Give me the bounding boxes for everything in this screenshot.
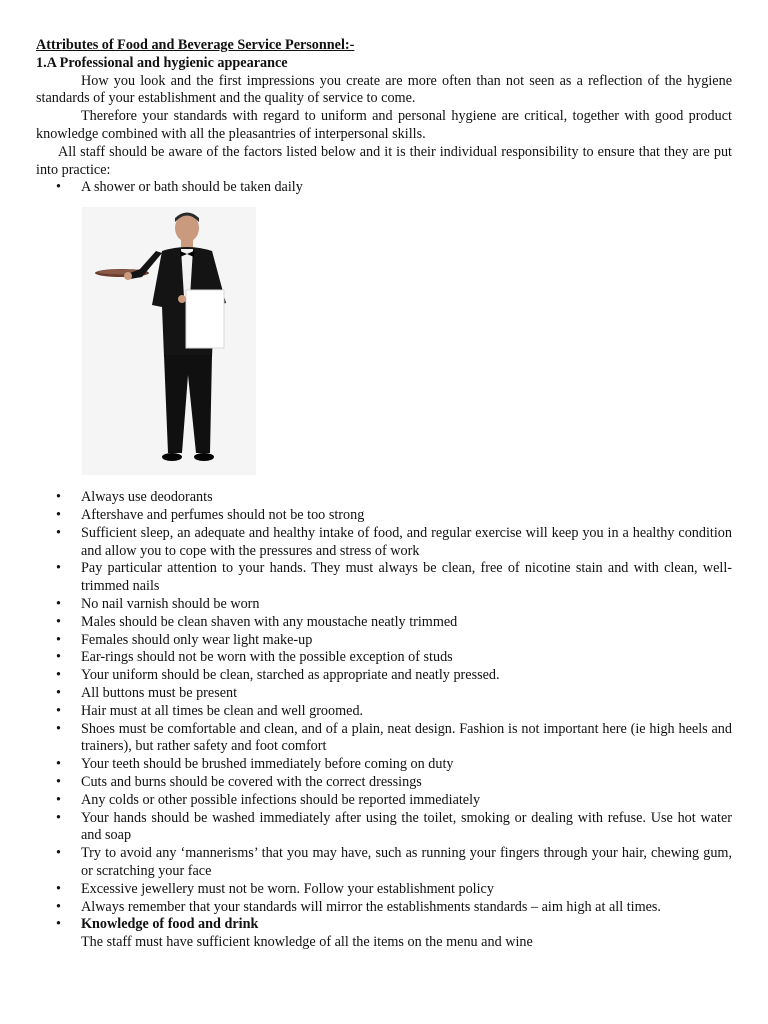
waiter-photo (82, 207, 256, 475)
knowledge-list (36, 916, 732, 934)
document-page (36, 37, 732, 952)
list-item: • Males should be clean shaven with any moustache neatly trimmed (36, 614, 732, 632)
bullet-list (36, 489, 732, 916)
paragraph: How you look and the first impressions you create are more often than not seen as a reflection of the hygiene standards of your establishment and the quality of service to come. (36, 72, 732, 107)
list-item: • Aftershave and perfumes should not be too strong (36, 507, 732, 525)
list-item: • Hair must at all times be clean and well groomed. (36, 703, 732, 721)
section-heading: 1.A Professional and hygienic appearance (36, 54, 288, 71)
list-item: • Always remember that your standards will mirror the establishments standards – aim high at all times. (36, 899, 732, 917)
knowledge-heading: Knowledge of food and drink (81, 916, 259, 933)
list-item: • Cuts and burns should be covered with the correct dressings (36, 774, 732, 792)
list-item: • Your uniform should be clean, starched as appropriate and neatly pressed. (36, 667, 732, 685)
list-item-knowledge (36, 916, 732, 934)
list-item: • Shoes must be comfortable and clean, and of a plain, neat design. Fashion is not important here (ie high heels and trainers), but rather safety and foot comfort (36, 721, 732, 757)
list-item: • Always use deodorants (36, 489, 732, 507)
list-item: • Ear-rings should not be worn with the possible exception of studs (36, 649, 732, 667)
knowledge-text: The staff must have sufficient knowledge of all the items on the menu and wine (81, 934, 533, 951)
paragraph: Therefore your standards with regard to uniform and personal hygiene are critical, together with good product knowledge combined with all the pleasantries of interpersonal skills. (36, 108, 732, 142)
list-item: • Females should only wear light make-up (36, 632, 732, 650)
list-item: • Any colds or other possible infections should be reported immediately (36, 792, 732, 810)
list-item: • Sufficient sleep, an adequate and healthy intake of food, and regular exercise will keep you in a healthy condition and allow you to cope with the pressures and stress of work (36, 525, 732, 561)
waiter-icon (82, 207, 256, 475)
list-item: • Try to avoid any ‘mannerisms’ that you may have, such as running your fingers through your hair, chewing gum, or scratching your face (36, 845, 732, 881)
list-item: • No nail varnish should be worn (36, 596, 732, 614)
list-item: • Your teeth should be brushed immediately before coming on duty (36, 756, 732, 774)
list-item: • Your hands should be washed immediately after using the toilet, smoking or dealing with refuse. Use hot water and soap (36, 810, 732, 846)
bullet-list-intro (36, 179, 732, 197)
list-item: • A shower or bath should be taken daily (36, 179, 732, 197)
paragraph: All staff should be aware of the factors listed below and it is their individual responsibility to ensure that they are put into practice: (36, 143, 732, 178)
list-item: • Pay particular attention to your hands. They must always be clean, free of nicotine stain and with clean, well-trimmed nails (36, 560, 732, 596)
document-title: Attributes of Food and Beverage Service Personnel:- (36, 37, 355, 53)
list-item: • All buttons must be present (36, 685, 732, 703)
list-item: • Excessive jewellery must not be worn. Follow your establishment policy (36, 881, 732, 899)
